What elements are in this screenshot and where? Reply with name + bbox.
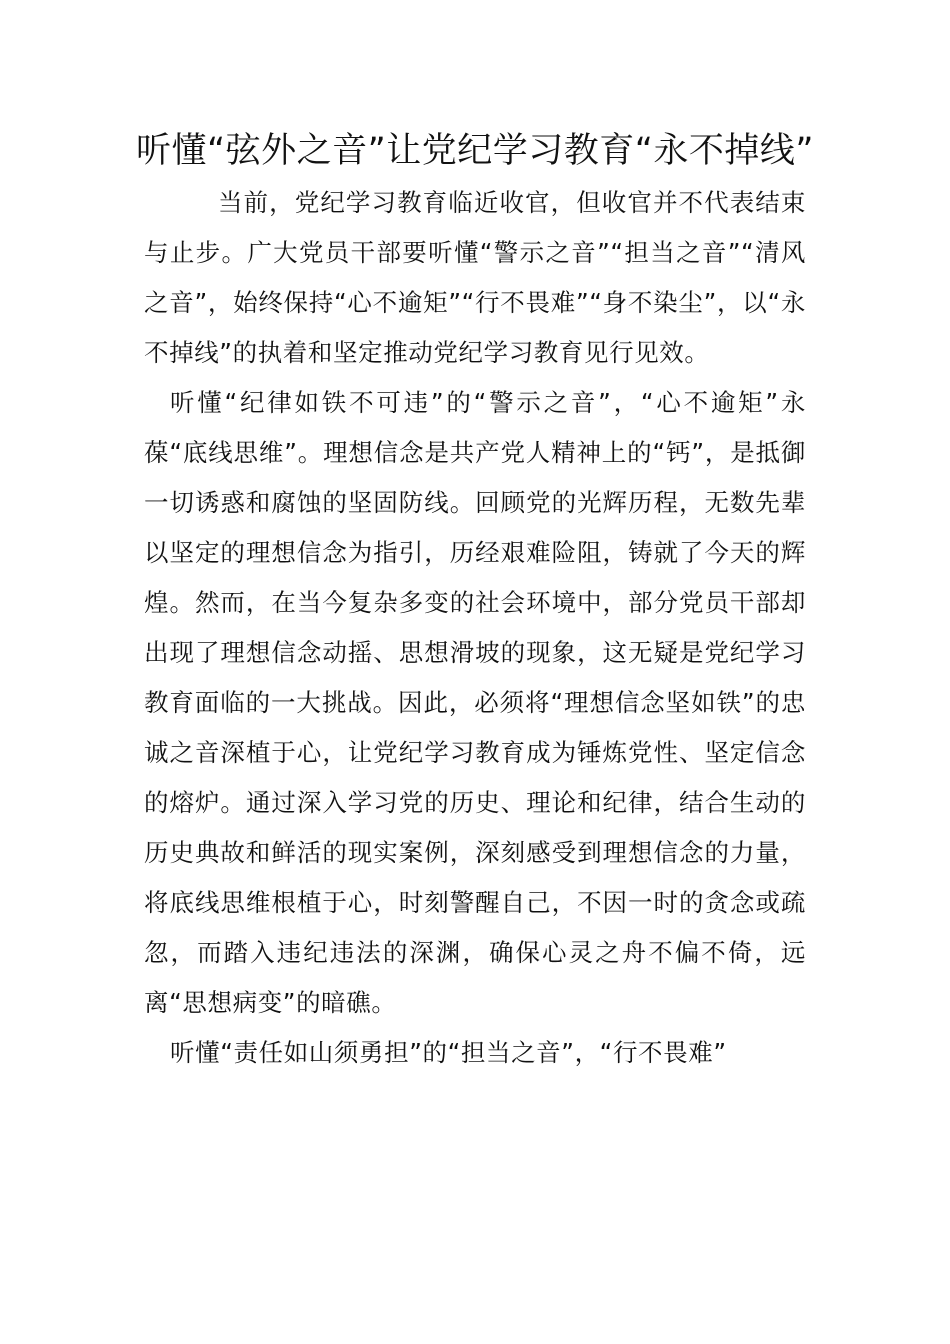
document-body xyxy=(135,128,815,1078)
paragraph-warning: 听懂“纪律如铁不可违”的“警示之音”，“心不逾矩”永葆“底线思维”。理想信念是共产党人精神上的“钙”，是抵御一切诱惑和腐蚀的坚固防线。回顾党的光辉历程，无数先辈以坚定的理想信念为指引，历经艰难险阻，铸就了今天的辉煌。然而，在当今复杂多变的社会环境中，部分党员干部却出现了理想信念动摇、思想滑坡的现象，这无疑是党纪学习教育面临的一大挑战。因此，必须将“理想信念坚如铁”的忠诚之音深植于心，让党纪学习教育成为锤炼党性、坚定信念的熔炉。通过深入学习党的历史、理论和纪律，结合生动的历史典故和鲜活的现实案例，深刻感受到理想信念的力量，将底线思维根植于心，时刻警醒自己，不因一时的贪念或疏忽，而踏入违纪违法的深渊，确保心灵之舟不偏不倚，远离“思想病变”的暗礁。 xyxy=(144,388,806,1017)
paragraph-responsibility: 听懂“责任如山须勇担”的“担当之音”，“行不畏难” xyxy=(170,1038,727,1067)
paragraph-intro: 当前，党纪学习教育临近收官，但收官并不代表结束与止步。广大党员干部要听懂“警示之音”“担当之音”“清风之音”，始终保持“心不逾矩”“行不畏难”“身不染尘”，以“永不掉线”的执着和坚定推动党纪学习教育见行见效。 xyxy=(144,188,806,367)
document-title: 听懂“弦外之音”让党纪学习教育“永不掉线” xyxy=(135,131,815,171)
